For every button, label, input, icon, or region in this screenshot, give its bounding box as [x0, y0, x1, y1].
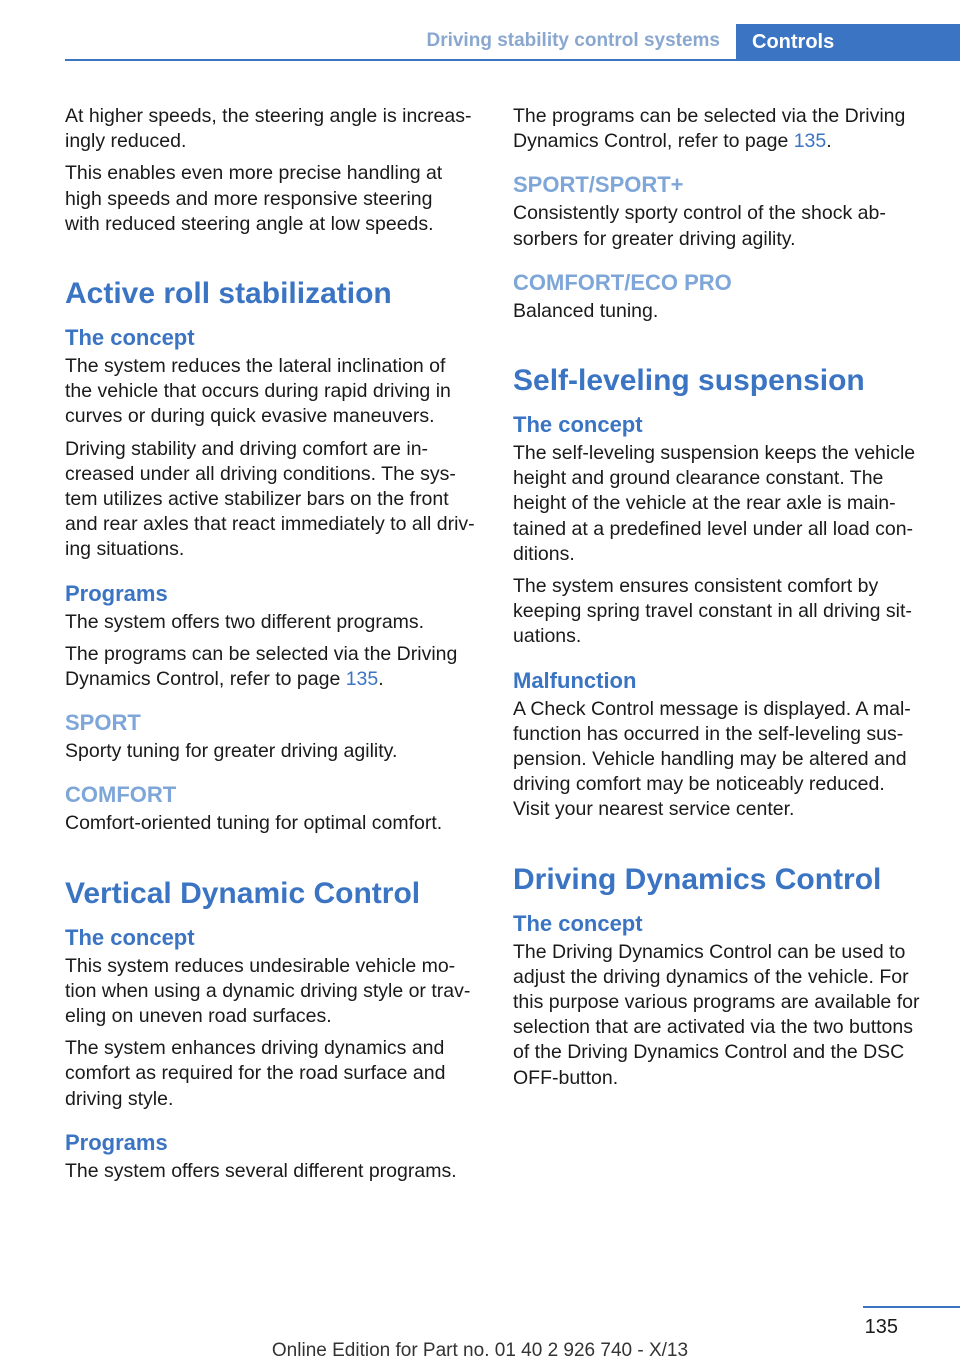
- footer-edition: Online Edition for Part no. 01 40 2 926 740 - X/13: [271, 1340, 689, 1361]
- subheading-programs: Programs: [65, 580, 168, 606]
- subheading-comfort-eco-pro: COMFORT/ECO PRO: [513, 269, 732, 295]
- paragraph: The Driving Dynamics Control can be used to adjust the driving dynamics of the vehicle. For this purpose various programs are available for selection that are activated via the two buttons of the Driving Dynamics Control and the DSC OFF-button.: [513, 940, 920, 1089]
- paragraph: The system offers two different programs.: [65, 610, 425, 633]
- paragraph: Consistently sporty control of the shock ab- sorbers for greater driving agility.: [513, 202, 886, 250]
- header-chapter-tab: Controls: [736, 24, 960, 61]
- paragraph: This enables even more precise handling at high speeds and more responsive steering with reduced steering angle at low speeds.: [65, 162, 443, 235]
- page-link[interactable]: 135: [345, 668, 379, 691]
- page-number-rule: [863, 1306, 960, 1308]
- paragraph: The system offers several different programs.: [65, 1159, 457, 1182]
- right-column: [513, 104, 933, 1098]
- subheading-malfunction: Malfunction: [513, 667, 637, 693]
- subheading-comfort: COMFORT: [65, 782, 177, 808]
- header-rule: [65, 59, 960, 61]
- subheading-concept: The concept: [65, 924, 195, 950]
- page-header: [65, 24, 960, 61]
- subheading-programs: Programs: [65, 1129, 168, 1155]
- subheading-sport: SPORT: [65, 710, 141, 736]
- paragraph: Comfort-oriented tuning for optimal comfort.: [65, 812, 443, 835]
- left-column: [65, 104, 479, 1191]
- header-section-title: Driving stability control systems: [426, 30, 720, 51]
- paragraph: The system ensures consistent comfort by keeping spring travel constant in all driving sit- uations.: [513, 575, 912, 648]
- paragraph: Sporty tuning for greater driving agility.: [65, 740, 398, 763]
- paragraph: At higher speeds, the steering angle is increas- ingly reduced.: [65, 105, 472, 153]
- paragraph: The system reduces the lateral inclination of the vehicle that occurs during rapid driving in curves or during quick evasive maneuvers.: [65, 355, 451, 428]
- paragraph: This system reduces undesirable vehicle mo- tion when using a dynamic driving style or trav- eling on uneven road surfaces.: [65, 954, 471, 1028]
- subheading-concept: The concept: [513, 412, 643, 438]
- paragraph: The self-leveling suspension keeps the vehicle height and ground clearance constant. The height of the vehicle at the rear axle is main- tained at a predefined level under all load con- ditions.: [513, 442, 916, 565]
- paragraph: The programs can be selected via the Driving Dynamics Control, refer to page 135.: [65, 642, 458, 691]
- paragraph: The programs can be selected via the Driving Dynamics Control, refer to page 135.: [513, 105, 906, 153]
- paragraph: Driving stability and driving comfort are in- creased under all driving conditions. The sys- tem utilizes active stabilizer bars on the front and rear axles that react immediately to all driv- ing situations.: [65, 437, 475, 561]
- subheading-concept: The concept: [513, 910, 643, 936]
- subheading-sport-sportplus: SPORT/SPORT+: [513, 172, 684, 198]
- paragraph: The system enhances driving dynamics and comfort as required for the road surface and driving style.: [65, 1037, 446, 1110]
- page-number: 135: [864, 1316, 898, 1338]
- heading-driving-dynamics-control: Driving Dynamics Control: [513, 862, 882, 896]
- paragraph: Balanced tuning.: [513, 299, 659, 322]
- heading-vertical-dynamic-control: Vertical Dynamic Control: [65, 876, 421, 910]
- subheading-concept: The concept: [65, 325, 195, 351]
- paragraph: A Check Control message is displayed. A mal- function has occurred in the self-leveling sus- pension. Vehicle handling may be altered and driving comfort may be noticeably reduced. Visit your nearest service center.: [513, 697, 911, 821]
- heading-active-roll-stabilization: Active roll stabilization: [65, 277, 392, 311]
- heading-self-leveling-suspension: Self-leveling suspension: [513, 364, 865, 398]
- page-link[interactable]: 135: [793, 130, 827, 153]
